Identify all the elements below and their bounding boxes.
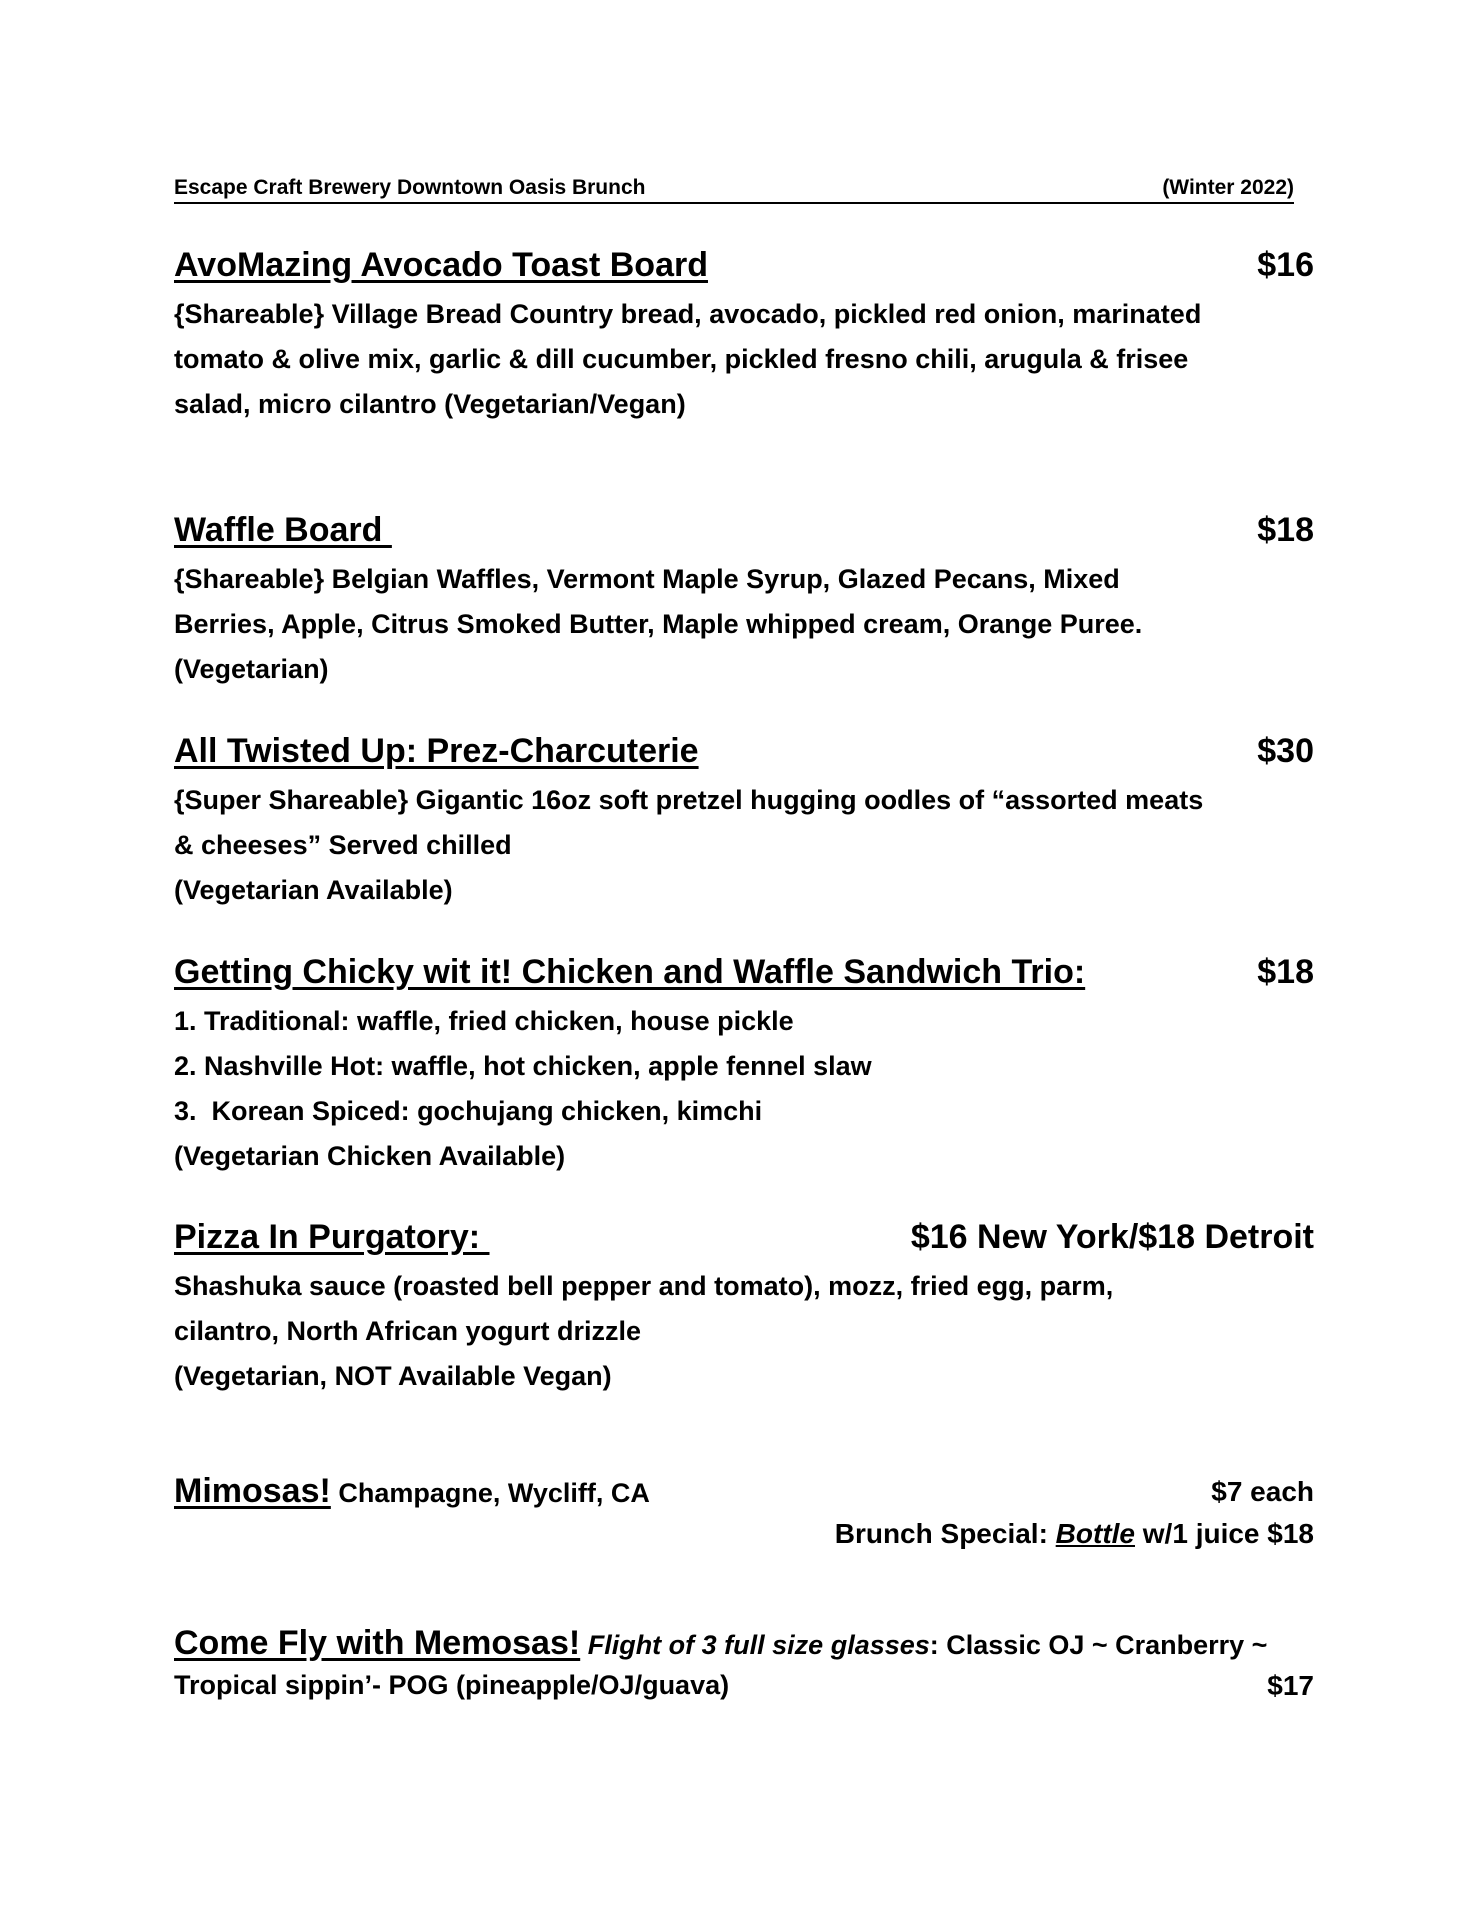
item-description	[174, 557, 1314, 692]
item-description	[174, 292, 1314, 427]
item-title: Pizza In Purgatory:	[174, 1218, 490, 1256]
special-suffix: w/1 juice $18	[1135, 1518, 1314, 1549]
item-title: Waffle Board	[174, 511, 392, 549]
flight-description: : Classic OJ ~ Cranberry ~	[929, 1630, 1268, 1660]
description-line: 2. Nashville Hot: waffle, hot chicken, apple fennel slaw	[174, 1051, 872, 1081]
description-line: (Vegetarian Chicken Available)	[174, 1141, 566, 1171]
drink-title-group	[174, 1624, 1267, 1663]
description-line: salad, micro cilantro (Vegetarian/Vegan)	[174, 389, 686, 419]
item-price: $18	[1257, 953, 1314, 991]
item-description	[174, 999, 1314, 1179]
description-line: {Shareable} Village Bread Country bread, avocado, pickled red onion, marinated	[174, 299, 1202, 329]
season-label: (Winter 2022)	[1162, 176, 1294, 199]
description-line: & cheeses” Served chilled	[174, 830, 512, 860]
item-price: $30	[1257, 732, 1314, 770]
description-line: 1. Traditional: waffle, fried chicken, house pickle	[174, 1006, 794, 1036]
description-line: cilantro, North African yogurt drizzle	[174, 1316, 642, 1346]
drink-title-group	[174, 1472, 650, 1511]
item-price: $17	[1267, 1670, 1314, 1701]
item-price: $16 New York/$18 Detroit	[910, 1218, 1314, 1256]
flight-description-line2: Tropical sippin’- POG (pineapple/OJ/guava)	[174, 1670, 730, 1700]
item-title: Mimosas!	[174, 1472, 331, 1510]
flight-description-italic: Flight of 3 full size glasses	[580, 1630, 930, 1660]
menu-item-waffle-board	[174, 511, 1314, 692]
menu-item-mimosas	[174, 1472, 1314, 1564]
description-line: Berries, Apple, Citrus Smoked Butter, Maple whipped cream, Orange Puree.	[174, 609, 1143, 639]
item-title: AvoMazing Avocado Toast Board	[174, 246, 708, 284]
item-description	[174, 778, 1314, 913]
item-title: All Twisted Up: Prez-Charcuterie	[174, 732, 699, 770]
menu-item-memosa-flight	[174, 1624, 1314, 1716]
description-line: (Vegetarian)	[174, 654, 329, 684]
item-title: Getting Chicky wit it! Chicken and Waffle Sandwich Trio:	[174, 953, 1086, 991]
item-description	[174, 1264, 1314, 1399]
description-line: tomato & olive mix, garlic & dill cucumber, pickled fresno chili, arugula & frisee	[174, 344, 1189, 374]
menu-item-prez-charcuterie	[174, 732, 1314, 913]
description-line: 3. Korean Spiced: gochujang chicken, kimchi	[174, 1096, 763, 1126]
item-subtitle: Champagne, Wycliff, CA	[330, 1478, 650, 1508]
item-price: $18	[1257, 511, 1314, 549]
menu-item-chicken-waffle-trio	[174, 953, 1314, 1179]
description-line: {Shareable} Belgian Waffles, Vermont Maple Syrup, Glazed Pecans, Mixed	[174, 564, 1120, 594]
item-price: $7 each	[1211, 1476, 1314, 1507]
special-prefix: Brunch Special:	[834, 1518, 1056, 1549]
restaurant-name: Escape Craft Brewery Downtown Oasis Brunch	[174, 176, 646, 199]
description-line: {Super Shareable} Gigantic 16oz soft pretzel hugging oodles of “assorted meats	[174, 785, 1204, 815]
menu-item-pizza-purgatory	[174, 1218, 1314, 1399]
menu-item-avocado-toast	[174, 246, 1314, 427]
description-line: (Vegetarian Available)	[174, 875, 453, 905]
item-price: $16	[1257, 246, 1314, 284]
description-line: Shashuka sauce (roasted bell pepper and tomato), mozz, fried egg, parm,	[174, 1271, 1114, 1301]
special-bottle: Bottle	[1055, 1518, 1135, 1549]
item-title: Come Fly with Memosas!	[174, 1624, 581, 1662]
brunch-special	[835, 1518, 1314, 1550]
menu-header	[174, 176, 1294, 204]
description-line: (Vegetarian, NOT Available Vegan)	[174, 1361, 612, 1391]
